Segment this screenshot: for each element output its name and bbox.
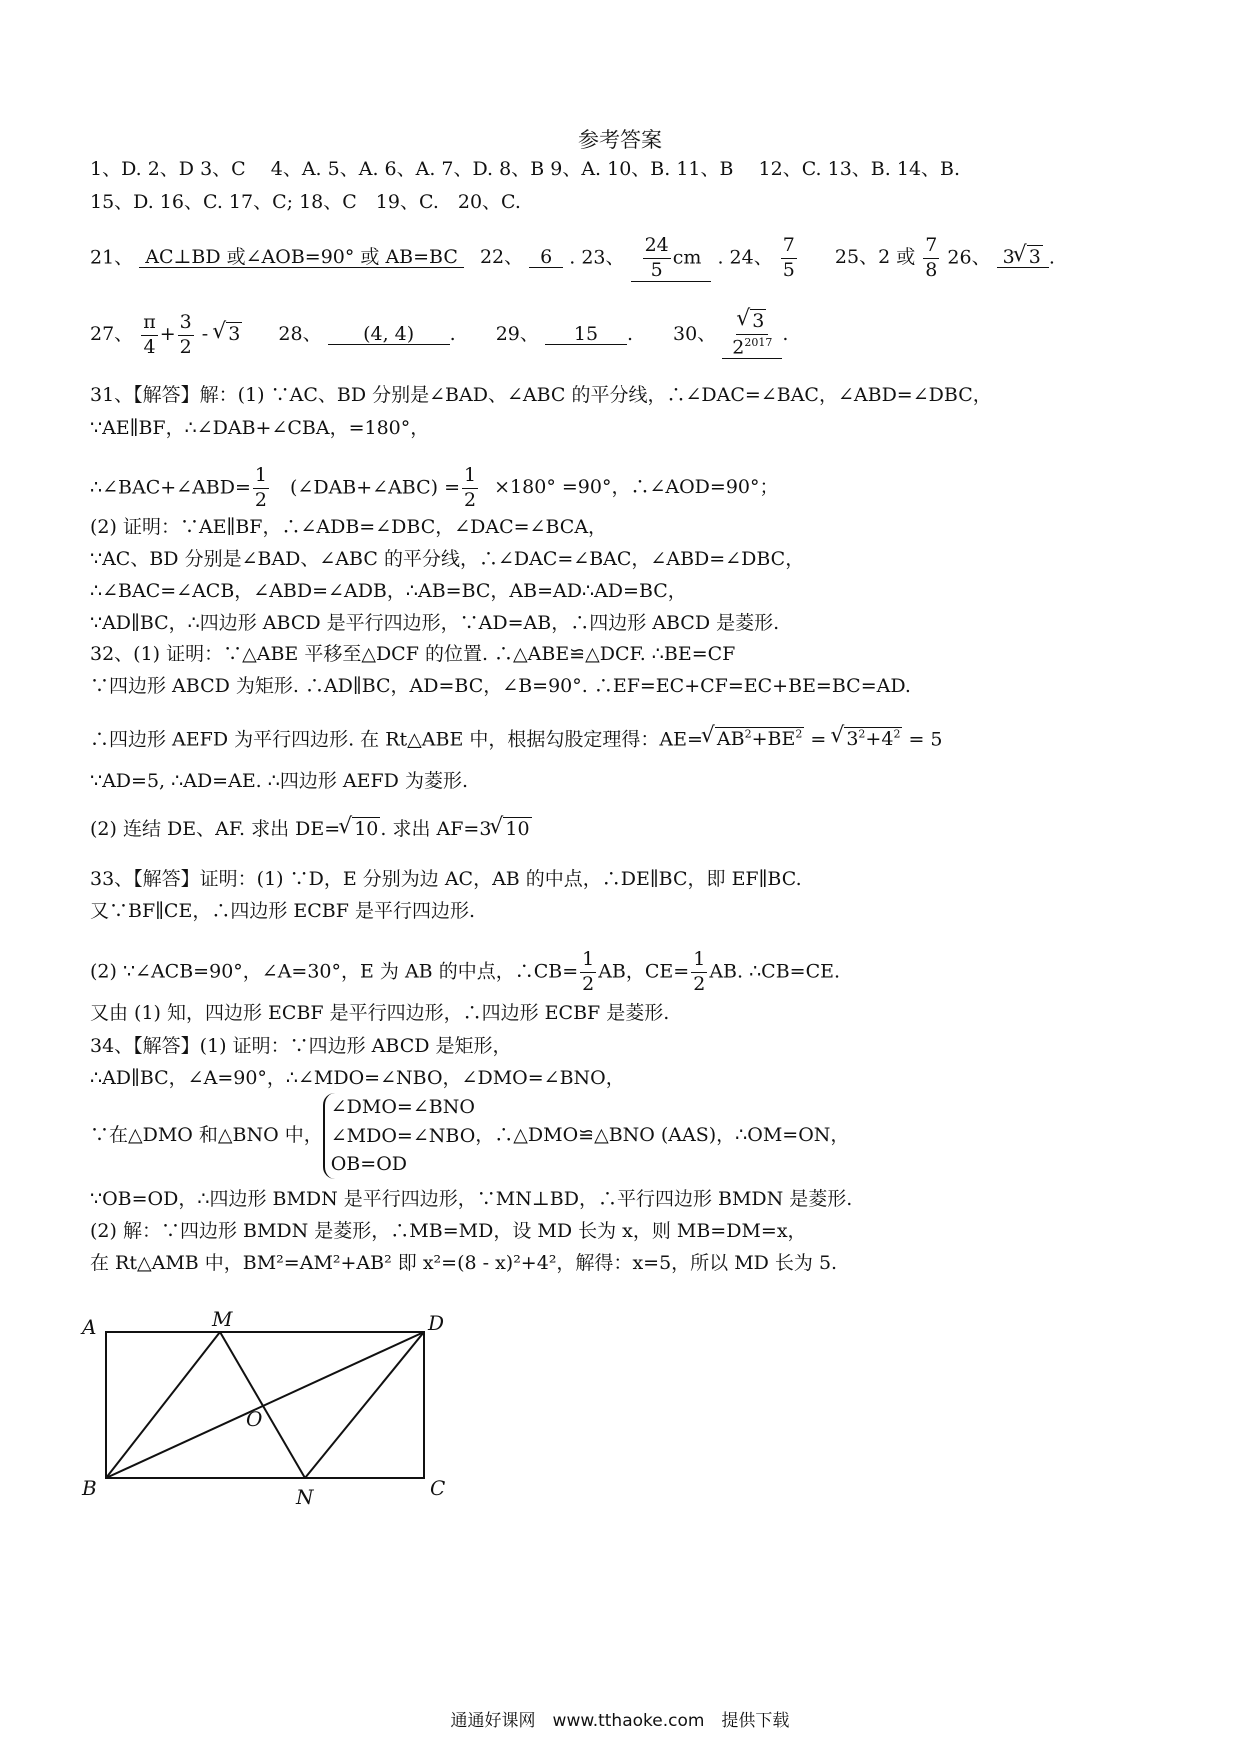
q21-label: 21、: [90, 246, 134, 269]
q31c-text-1: ∴∠BAC+∠ABD=: [90, 476, 251, 499]
q33c-fraction-2: [691, 950, 707, 995]
q34-system-row-2: ∠MDO=∠NBO: [330, 1124, 476, 1147]
q23-denominator: 5: [650, 258, 663, 281]
q27-minus: -: [195, 323, 215, 346]
q33c-num-1: 1: [580, 950, 596, 973]
label-d: D: [428, 1311, 445, 1335]
q32e-radicand-1: 10: [354, 818, 379, 840]
q30-sqrt: [738, 312, 766, 332]
q32-line-b: ∵四边形 ABCD 为矩形. ∴AD∥BC，AD=BC，∠B=90°. ∴EF=EC+CF=EC+BE=BC=AD.: [90, 675, 911, 697]
q34-equation-system: [323, 1093, 476, 1179]
q28-label: 28、: [278, 323, 322, 346]
q32e-sqrt-2: [491, 820, 531, 839]
q31-line-e: ∵AC、BD 分别是∠BAD、∠ABC 的平分线，∴∠DAC=∠BAC，∠ABD=∠DBC，: [90, 548, 805, 570]
q31c-text-2: (∠DAB+∠ABC) =: [271, 476, 461, 499]
q31-line-b: ∵AE∥BF，∴∠DAB+∠CBA，=180°，: [90, 417, 430, 439]
q32c-sqrt-2: [832, 729, 902, 749]
q33-line-a: 33、【解答】证明：(1) ∵D，E 分别为边 AC，AB 的中点，∴DE∥BC，即 EF∥BC.: [90, 868, 802, 890]
q32c-text: ∴四边形 AEFD 为平行四边形. 在 Rt△ABE 中，根据勾股定理得：AE=: [90, 728, 703, 751]
q30-den-base: 2: [732, 336, 745, 359]
diagonal-bd: [106, 1332, 424, 1478]
q30-numerator: [736, 312, 768, 335]
segment-nd: [305, 1332, 424, 1478]
q30-den-exponent: 2017: [744, 335, 773, 349]
q30-answer: [722, 312, 782, 359]
q34-line-e: (2) 解：∵四边形 BMDN 是菱形，∴MB=MD，设 MD 长为 x，则 MB=DM=x，: [90, 1220, 807, 1242]
q23-label: . 23、: [569, 246, 625, 269]
q22-answer: 6: [529, 248, 563, 268]
q32-line-d: ∵AD=5, ∴AD=AE. ∴四边形 AEFD 为菱形.: [90, 770, 468, 792]
q23-fraction: [643, 236, 671, 281]
q33c-den-2: 2: [693, 972, 706, 995]
q27-label: 27、: [90, 323, 134, 346]
q31-line-c: [90, 466, 779, 511]
q24-denominator: 5: [782, 258, 795, 281]
q34-line-a: 34、【解答】(1) 证明：∵四边形 ABCD 是矩形，: [90, 1035, 512, 1057]
q28-answer: (4, 4): [328, 325, 450, 345]
q32c-equals: =: [804, 728, 833, 751]
q27-den-2: 2: [179, 335, 192, 358]
q31c-den-2: 2: [464, 488, 477, 511]
q33-line-d: 又由 (1) 知，四边形 ECBF 是平行四边形，∴四边形 ECBF 是菱形.: [90, 1002, 670, 1024]
q30-fraction: [730, 312, 774, 358]
q34-system-row-1: ∠DMO=∠BNO: [330, 1096, 475, 1118]
q32-line-c: [90, 729, 943, 749]
q27-radicand: 3: [228, 323, 241, 346]
segment-mn: [220, 1332, 305, 1478]
q34c-text-2: ，∴△DMO≌△BNO (AAS)，∴OM=ON，: [475, 1123, 850, 1146]
q33c-den-1: 2: [582, 972, 595, 995]
q26-answer: [997, 248, 1049, 268]
q21-answer: AC⊥BD 或∠AOB=90° 或 AB=BC: [139, 248, 464, 268]
q24-fraction: [781, 236, 797, 281]
q31c-den-1: 2: [254, 488, 267, 511]
q33c-text-3: AB. ∴CB=CE.: [709, 960, 841, 983]
q31-line-d: (2) 证明：∵AE∥BF，∴∠ADB=∠DBC，∠DAC=∠BCA，: [90, 516, 608, 538]
q32e-text-2: . 求出 AF=: [380, 818, 480, 840]
q31-line-a: 31、【解答】解：(1) ∵AC、BD 分别是∠BAD、∠ABC 的平分线，∴∠DAC=∠BAC，∠ABD=∠DBC，: [90, 384, 992, 406]
q25-numerator: 7: [923, 236, 939, 259]
q31-line-g: ∵AD∥BC，∴四边形 ABCD 是平行四边形，∵AD=AB，∴四边形 ABCD 是菱形.: [90, 612, 780, 634]
q31c-fraction-1: [253, 466, 269, 511]
q26-label: 26、: [947, 246, 991, 269]
q34-system-row-3: OB=OD: [330, 1153, 408, 1175]
q27-sqrt: [214, 325, 242, 344]
q31-line-f: ∴∠BAC=∠ACB，∠ABD=∠ADB，∴AB=BC，AB=AD∴AD=BC，: [90, 580, 687, 602]
q27-fraction-2: [178, 310, 194, 358]
q33c-num-2: 1: [691, 950, 707, 973]
q22-label: 22、: [479, 246, 524, 269]
q33-line-c: [90, 950, 840, 995]
q33-line-b: 又∵BF∥CE，∴四边形 ECBF 是平行四边形.: [90, 900, 476, 922]
q34-line-c: [90, 1093, 849, 1179]
q27-num-2: 3: [178, 313, 194, 336]
answers-line-27-30: 27、 $\frac{\pi}{4}$ + $\frac{3}{2}$ - √ 3 28、 (4, 4) . 29、 15 . 30、 √ $\frac{3}{2^{2017}}$ .: [90, 312, 788, 359]
q34c-text-1: ∵在△DMO 和△BNO 中，: [90, 1123, 323, 1146]
label-c: C: [430, 1476, 446, 1500]
q31c-num-1: 1: [253, 466, 269, 489]
q31c-num-2: 1: [462, 466, 478, 489]
q32e-radicand-2: 10: [505, 818, 530, 840]
q34-line-d: ∵OB=OD，∴四边形 BMDN 是平行四边形，∵MN⊥BD，∴平行四边形 BMDN 是菱形.: [90, 1188, 853, 1210]
q32c-tail: = 5: [902, 728, 943, 751]
answers-line-1: 1、D. 2、D 3、C 4、A. 5、A. 6、A. 7、D. 8、B 9、A. 10、B. 11、B 12、C. 13、B. 14、B.: [90, 158, 961, 180]
q23-answer: [631, 236, 712, 282]
q24-label: . 24、: [717, 246, 773, 269]
q30-label: 30、: [673, 323, 717, 346]
rectangle-diagram: [80, 1302, 460, 1512]
q32-line-a: 32、(1) 证明：∵△ABE 平移至△DCF 的位置. ∴△ABE≌△DCF. ∴BE=CF: [90, 643, 736, 665]
q33c-text-2: AB，CE=: [598, 960, 690, 983]
label-o: O: [246, 1407, 263, 1431]
segment-mb: [106, 1332, 220, 1478]
label-m: M: [212, 1307, 233, 1331]
q27-num-1: π: [141, 313, 158, 336]
q26-sqrt: [1015, 248, 1043, 267]
q32e-sqrt-1: [340, 820, 380, 839]
page-title: 参考答案: [578, 128, 662, 152]
q33c-fraction-1: [580, 950, 596, 995]
q24-numerator: 7: [781, 236, 797, 259]
q34-line-b: ∴AD∥BC，∠A=90°，∴∠MDO=∠NBO，∠DMO=∠BNO，: [90, 1067, 625, 1089]
q23-numerator: 24: [643, 236, 671, 259]
q34-line-f: 在 Rt△AMB 中，BM²=AM²+AB² 即 x²=(8 - x)²+4²，解得：x=5，所以 MD 长为 5.: [90, 1252, 838, 1274]
q32c-radicand-1: $AB^2+BE^2$: [716, 728, 803, 751]
q29-answer: 15: [545, 325, 627, 345]
q32c-sqrt-1: [703, 729, 804, 749]
q25-label: 25、2 或: [834, 246, 916, 269]
q31c-fraction-2: [462, 466, 478, 511]
q33c-text-1: (2) ∵∠ACB=90°，∠A=30°，E 为 AB 的中点，∴CB=: [90, 960, 579, 983]
q27-den-1: 4: [143, 335, 156, 358]
q25-denominator: 8: [925, 258, 938, 281]
q30-denominator: [730, 335, 774, 358]
q26-coefficient: 3: [1002, 246, 1015, 269]
q27-fraction-1: [141, 310, 158, 358]
q23-unit: cm: [672, 246, 702, 269]
q27-plus: +: [159, 323, 176, 346]
q29-label: 29、: [495, 323, 539, 346]
q32e-coefficient: 3: [479, 818, 492, 840]
q32-line-e: [90, 820, 532, 839]
label-n: N: [296, 1485, 314, 1509]
answers-line-2: 15、D. 16、C. 17、C; 18、C 19、C. 20、C.: [90, 191, 521, 213]
q31c-text-3: ×180° =90°，∴∠AOD=90°；: [494, 476, 779, 499]
q32e-text-1: (2) 连结 DE、AF. 求出 DE=: [90, 818, 341, 840]
q26-radicand: 3: [1028, 246, 1041, 269]
label-b: B: [82, 1476, 97, 1500]
footer: 通通好课网 www.tthaoke.com 提供下载: [450, 1711, 790, 1731]
label-a: A: [82, 1315, 97, 1339]
answers-line-21-26: 21、 AC⊥BD 或∠AOB=90° 或 AB=BC 22、 6 . 23、 $\frac{24}{5}$ cm . 24、 $\frac{7}{5}$ 25、2 或 $\frac{7}{8}$ 26、 3√ 3 .: [90, 236, 1055, 282]
q32c-radicand-2: $3^2+4^2$: [846, 728, 901, 751]
q30-radicand: 3: [752, 310, 765, 332]
q25-fraction: [923, 236, 939, 281]
